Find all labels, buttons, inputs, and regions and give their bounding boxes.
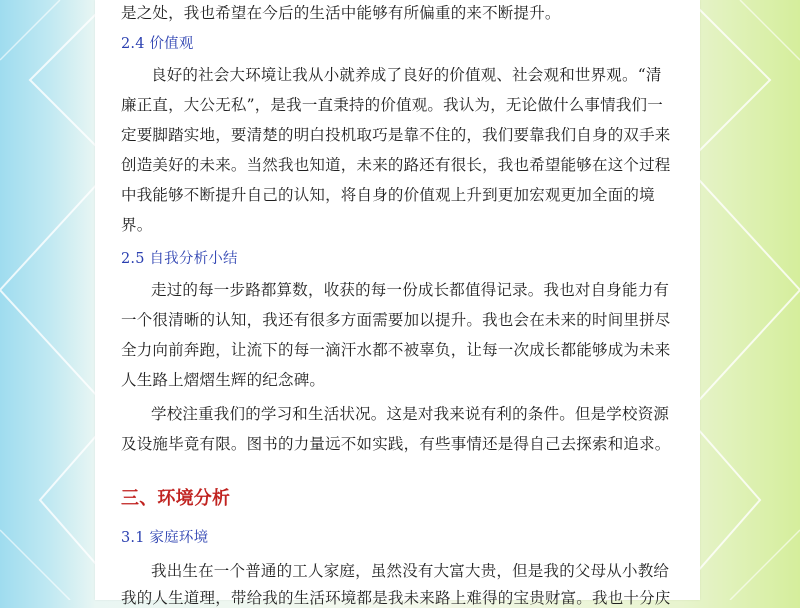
paragraph-line: 廉正直，大公无私”，是我一直秉持的价值观。我认为，无论做什么事情我们一 <box>121 96 663 114</box>
section-title-3: 三、环境分析 <box>121 488 231 509</box>
paragraph-line: 我的人生道理，带给我的生活环境都是我未来路上难得的宝贵财富。我也十分庆 <box>121 589 671 607</box>
paragraph-line: 人生路上熠熠生辉的纪念碑。 <box>121 371 326 389</box>
paragraph-line: 创造美好的未来。当然我也知道，未来的路还有很长，我也希望能够在这个过程 <box>121 156 671 174</box>
paragraph-line: 良好的社会大环境让我从小就养成了良好的价值观、社会观和世界观。“清 <box>151 66 662 84</box>
right-chevron-pattern <box>690 0 800 600</box>
paragraph-line: 中我能够不断提升自己的认知，将自身的价值观上升到更加宏观更加全面的境 <box>121 186 655 204</box>
subheading-2-4: 2.4 价值观 <box>121 36 194 52</box>
paragraph-line: 走过的每一步路都算数，收获的每一份成长都值得记录。我也对自身能力有 <box>151 281 670 299</box>
paragraph-line: 界。 <box>121 216 153 234</box>
paragraph-line: 全力向前奔跑，让流下的每一滴汗水都不被辜负，让每一次成长都能够成为未来 <box>121 341 671 359</box>
paragraph-line: 我出生在一个普通的工人家庭，虽然没有大富大贵，但是我的父母从小教给 <box>151 562 670 580</box>
paragraph-line: 及设施毕竟有限。图书的力量远不如实践，有些事情还是得自己去探索和追求。 <box>121 435 671 453</box>
paragraph-line: 学校注重我们的学习和生活状况。这是对我来说有利的条件。但是学校资源 <box>151 405 670 423</box>
paragraph-line: 一个很清晰的认知，我还有很多方面需要加以提升。我也会在未来的时间里拼尽 <box>121 311 671 329</box>
left-decoration <box>0 0 110 600</box>
left-chevron-pattern <box>0 0 110 600</box>
document-page <box>95 0 700 607</box>
right-decoration <box>690 0 800 600</box>
subheading-2-5: 2.5 自我分析小结 <box>121 251 238 267</box>
paragraph-line: 定要脚踏实地，要清楚的明白投机取巧是靠不住的，我们要靠我们自身的双手来 <box>121 126 671 144</box>
subheading-3-1: 3.1 家庭环境 <box>121 530 209 546</box>
paragraph-line: 是之处，我也希望在今后的生活中能够有所偏重的来不断提升。 <box>121 4 561 22</box>
